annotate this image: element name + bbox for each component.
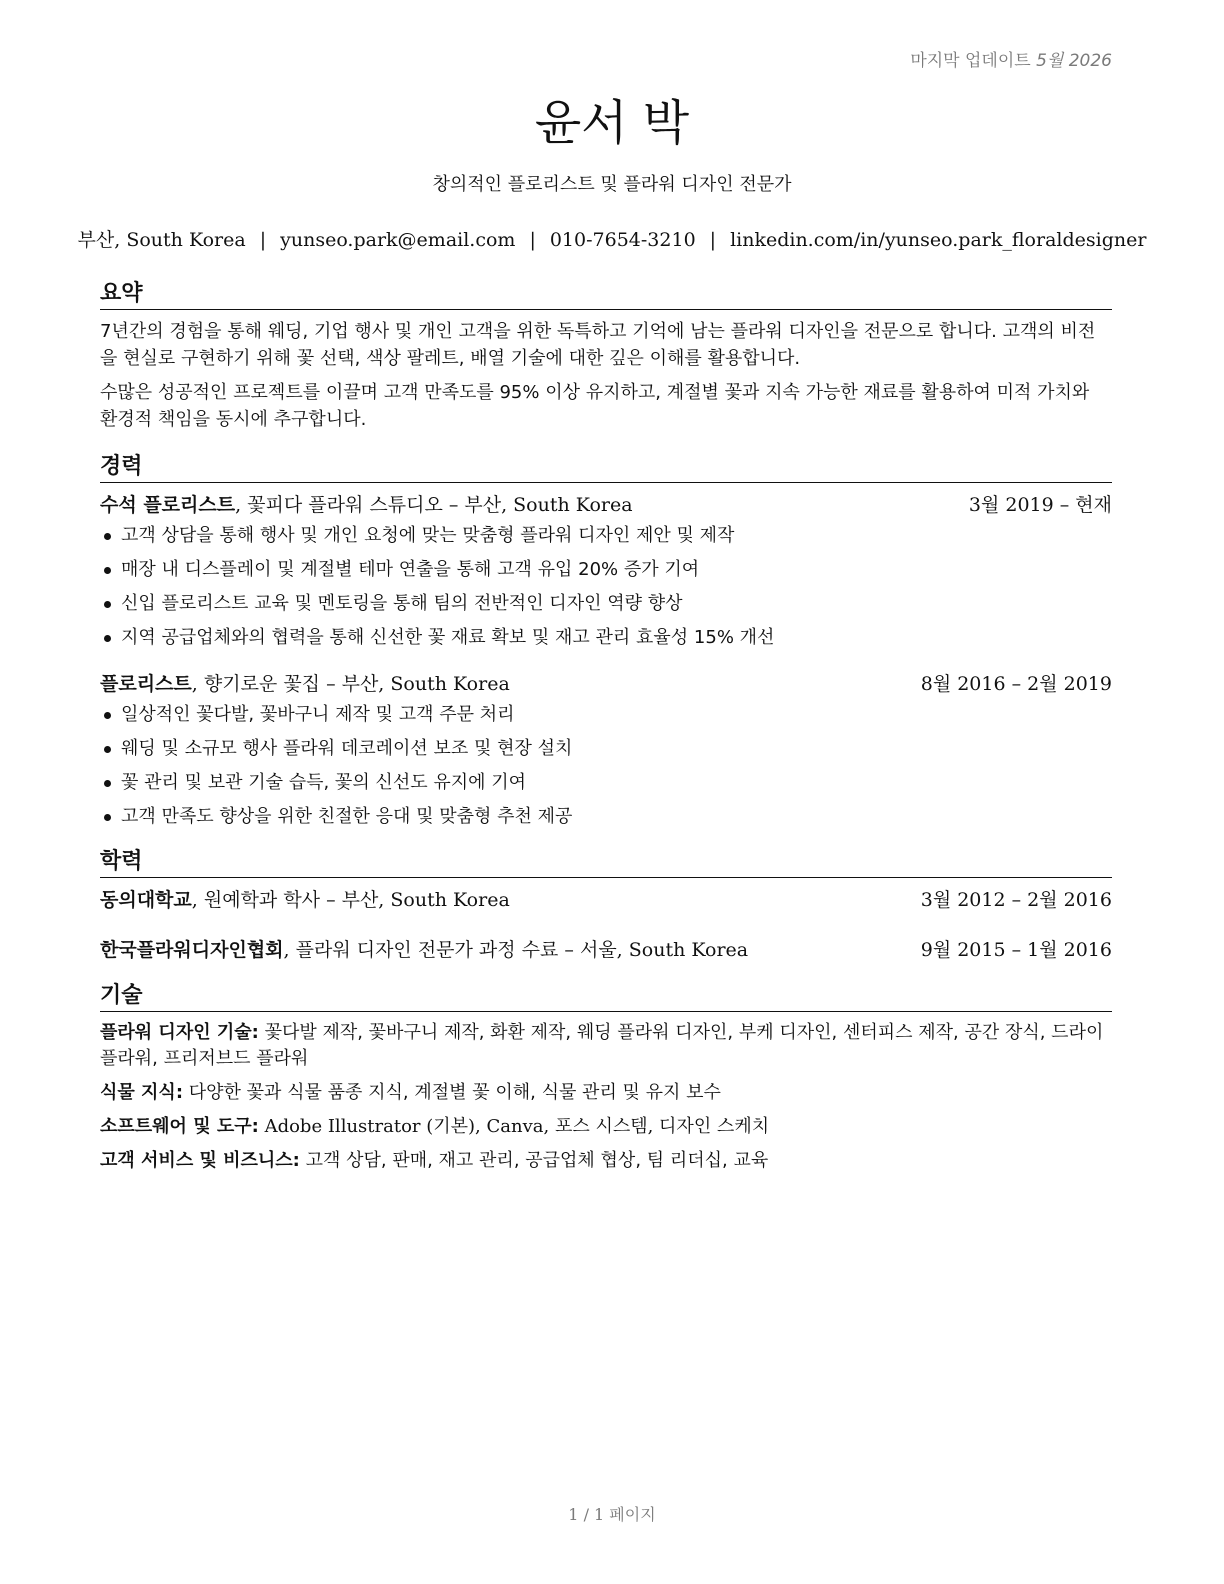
bullet-item: 신입 플로리스트 교육 및 멘토링을 통해 팀의 전반적인 디자인 역량 향상 [100, 587, 1112, 621]
last-updated-label: 마지막 업데이트 [910, 51, 1031, 71]
job-dates: 8월 2016 – 2월 2019 [920, 673, 1112, 695]
job-role: 수석 플로리스트 [100, 494, 236, 516]
experience-entry-header [100, 670, 1112, 698]
page-number: 1 / 1 페이지 [568, 1505, 656, 1524]
skills-heading: 기술 [100, 978, 1112, 1012]
skill-line [100, 1148, 1112, 1174]
skill-label: 식물 지식: [100, 1082, 184, 1103]
education-detail: , 원예학과 학사 – 부산, South Korea [191, 889, 510, 911]
last-updated [910, 46, 1112, 71]
skill-text: 고객 상담, 판매, 재고 관리, 공급업체 협상, 팀 리더십, 교육 [299, 1150, 769, 1171]
skill-text: 꽃다발 제작, 꽃바구니 제작, 화환 제작, 웨딩 플라워 디자인, 부케 디자인, 센터피스 제작, 공간 장식, 드라이 플라워, 프리저브드 플라워 [100, 1022, 1104, 1069]
experience-entry-header [100, 491, 1112, 519]
contact-phone: 010-7654-3210 [549, 229, 696, 251]
bullet-item: 고객 만족도 향상을 위한 친절한 응대 및 맞춤형 추천 제공 [100, 800, 1112, 834]
skill-line [100, 1020, 1112, 1072]
contact-separator: | [709, 229, 717, 251]
job-bullets [100, 698, 1112, 834]
job-role: 플로리스트 [100, 673, 192, 695]
education-entry [100, 886, 1112, 914]
experience-heading: 경력 [100, 449, 1112, 483]
professional-title: 창의적인 플로리스트 및 플라워 디자인 전문가 [432, 174, 792, 195]
experience-entry [100, 670, 1112, 834]
job-place: , 꽃피다 플라워 스튜디오 – 부산, South Korea [235, 494, 633, 516]
skill-line [100, 1114, 1112, 1140]
resume-body [100, 276, 1112, 1182]
school-name: 동의대학교 [100, 889, 192, 911]
contact-line [0, 225, 1224, 252]
person-name: 윤서 박 [534, 95, 690, 151]
job-bullets [100, 519, 1112, 655]
bullet-item: 일상적인 꽃다발, 꽃바구니 제작 및 고객 주문 처리 [100, 698, 1112, 732]
education-dates: 9월 2015 – 1월 2016 [920, 939, 1112, 961]
school-name: 한국플라워디자인협회 [100, 939, 284, 961]
skill-label: 플라워 디자인 기술: [100, 1022, 259, 1043]
education-dates: 3월 2012 – 2월 2016 [920, 889, 1112, 911]
education-heading: 학력 [100, 844, 1112, 878]
skill-label: 고객 서비스 및 비즈니스: [100, 1150, 300, 1171]
contact-location: 부산, South Korea [77, 229, 246, 251]
job-dates: 3월 2019 – 현재 [968, 494, 1112, 516]
experience-entry [100, 491, 1112, 655]
education-entry [100, 936, 1112, 964]
bullet-item: 지역 공급업체와의 협력을 통해 신선한 꽃 재료 확보 및 재고 관리 효율성 15% 개선 [100, 621, 1112, 655]
last-updated-date: 5월 2026 [1036, 51, 1112, 71]
summary-paragraph: 수많은 성공적인 프로젝트를 이끌며 고객 만족도를 95% 이상 유지하고, 계절별 꽃과 지속 가능한 재료를 활용하여 미적 가치와 환경적 책임을 동시에 추구합니다. [100, 382, 1090, 430]
job-place: , 향기로운 꽃집 – 부산, South Korea [191, 673, 510, 695]
skill-label: 소프트웨어 및 도구: [100, 1116, 259, 1137]
contact-separator: | [529, 229, 536, 251]
contact-linkedin[interactable]: linkedin.com/in/yunseo.park_floraldesigner [730, 229, 1147, 251]
bullet-item: 꽃 관리 및 보관 기술 습득, 꽃의 신선도 유지에 기여 [100, 766, 1112, 800]
skill-text: 다양한 꽃과 식물 품종 지식, 계절별 꽃 이해, 식물 관리 및 유지 보수 [183, 1082, 721, 1103]
bullet-item: 매장 내 디스플레이 및 계절별 테마 연출을 통해 고객 유입 20% 증가 기여 [100, 553, 1112, 587]
bullet-item: 웨딩 및 소규모 행사 플라워 데코레이션 보조 및 현장 설치 [100, 732, 1112, 766]
skill-line [100, 1080, 1112, 1106]
summary-heading: 요약 [100, 276, 1112, 310]
bullet-item: 고객 상담을 통해 행사 및 개인 요청에 맞는 맞춤형 플라워 디자인 제안 및 제작 [100, 519, 1112, 553]
summary-paragraph: 7년간의 경험을 통해 웨딩, 기업 행사 및 개인 고객을 위한 독특하고 기억에 남는 플라워 디자인을 전문으로 합니다. 고객의 비전을 현실로 구현하기 위해 꽃 선택, 색상 팔레트, 배열 기술에 대한 깊은 이해를 활용합니다. [100, 321, 1096, 369]
skill-text: Adobe Illustrator (기본), Canva, 포스 시스템, 디자인 스케치 [258, 1116, 770, 1137]
contact-separator: | [259, 229, 267, 251]
education-detail: , 플라워 디자인 전문가 과정 수료 – 서울, South Korea [283, 939, 749, 961]
contact-email[interactable]: yunseo.park@email.com [280, 229, 516, 251]
